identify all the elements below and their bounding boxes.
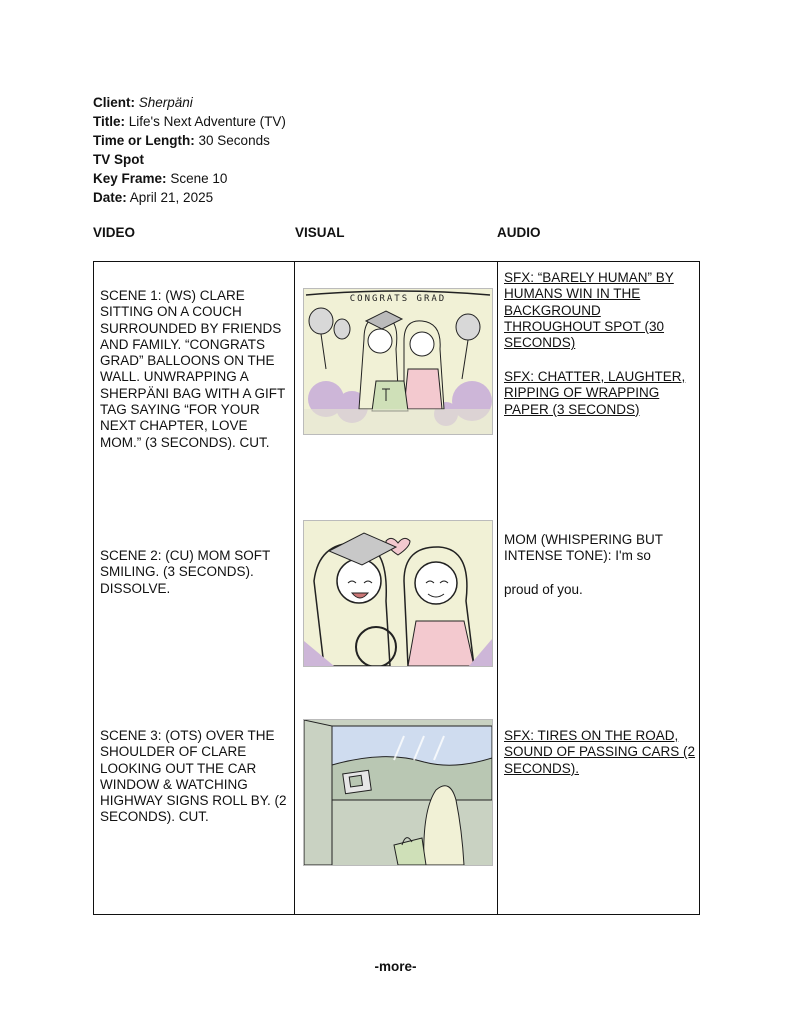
scene-2-audio-dialogue-cont: proud of you.	[504, 582, 583, 597]
storyboard-table	[93, 261, 700, 915]
spot-type-line: TV Spot	[93, 152, 144, 167]
keyframe-value: Scene 10	[170, 171, 228, 186]
scene-2-frame	[303, 520, 493, 667]
scene-2-video: SCENE 2: (CU) MOM SOFT SMILING. (3 SECONDS). DISSOLVE.	[100, 548, 271, 596]
column-header-audio: AUDIO	[497, 225, 541, 240]
date-line: Date: April 21, 2025	[93, 190, 214, 205]
visual-column	[295, 262, 498, 915]
length-line: Time or Length: 30 Seconds	[93, 133, 270, 148]
scene-1-audio-sfx-music: SFX: “BARELY HUMAN” BY HUMANS WIN IN THE BACKGROUND THROUGHOUT SPOT (30 SECONDS)	[504, 270, 674, 351]
scene-3-video: SCENE 3: (OTS) OVER THE SHOULDER OF CLARE LOOKING OUT THE CAR WINDOW & WATCHING HIGHWAY SIGNS ROLL BY. (2 SECONDS). CUT.	[100, 728, 287, 825]
scene-1-sketch	[304, 289, 492, 434]
scene-2-audio-dialogue: MOM (WHISPERING BUT INTENSE TONE): I'm so	[504, 532, 663, 564]
audio-column	[498, 262, 700, 915]
client-line: Client: Sherpäni	[93, 95, 193, 110]
date-value: April 21, 2025	[129, 190, 214, 205]
video-column	[94, 262, 295, 915]
column-header-visual: VISUAL	[295, 225, 345, 240]
more-continuation: -more-	[374, 959, 417, 974]
scene-2-sketch	[304, 521, 492, 666]
document-header	[93, 93, 286, 207]
title-value: Life's Next Adventure (TV)	[128, 114, 286, 129]
scene-3-sketch	[304, 720, 492, 865]
scene-3-frame	[303, 719, 493, 866]
scene-3-audio-sfx: SFX: TIRES ON THE ROAD, SOUND OF PASSING CARS (2 SECONDS).	[504, 728, 696, 776]
scene-1-audio-sfx-chatter: SFX: CHATTER, LAUGHTER, RIPPING OF WRAPPING PAPER (3 SECONDS)	[504, 369, 686, 417]
keyframe-line: Key Frame: Scene 10	[93, 171, 228, 186]
scene-1-frame	[303, 288, 493, 435]
frame-banner-text: CONGRATS GRAD	[349, 294, 447, 304]
column-header-video: VIDEO	[93, 225, 136, 240]
title-line: Title: Life's Next Adventure (TV)	[93, 114, 286, 129]
length-value: 30 Seconds	[198, 133, 270, 148]
scene-1-video: SCENE 1: (WS) CLARE SITTING ON A COUCH SURROUNDED BY FRIENDS AND FAMILY. “CONGRATS GRAD” BALLOONS ON THE WALL. UNWRAPPING A SHERPÄNI BAG WITH A GIFT TAG SAYING “FOR YOUR NEXT CHAPTER, LOVE MOM.” (3 SECONDS). CUT.	[100, 288, 286, 450]
client-name: Sherpäni	[138, 95, 193, 110]
